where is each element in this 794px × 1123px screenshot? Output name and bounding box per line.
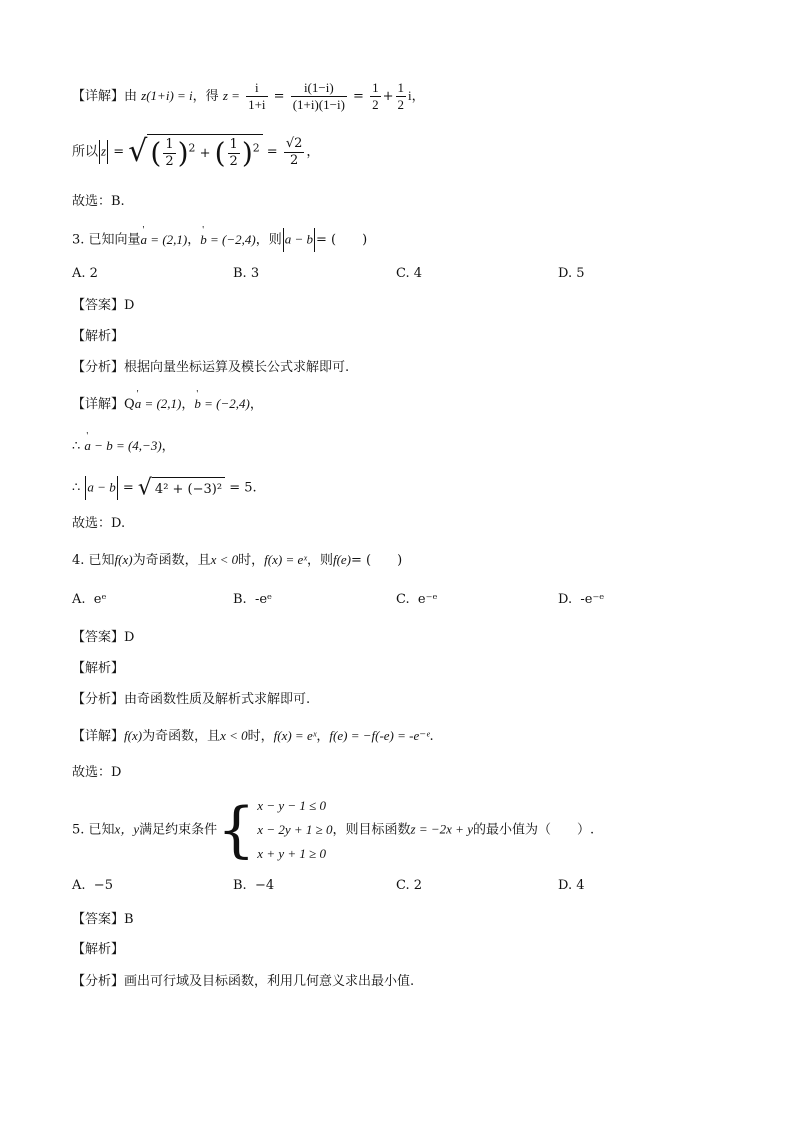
q5-option-b: B. −4 — [233, 878, 275, 893]
q4-fenxi: 【分析】由奇函数性质及解析式求解即可. — [72, 692, 311, 707]
q5-option-a: A. −5 — [72, 878, 113, 893]
q3-fenxi: 【分析】根据向量坐标运算及模长公式求解即可. — [72, 360, 350, 375]
q4-option-b: B. -eᵉ — [233, 592, 273, 607]
square-root: √ ( $\frac{1}{2}$ )$^2$ + ( $\frac{1}{2}$ )$^2$ — [128, 134, 262, 170]
q3-detail: 【详解】Q' a = (2,1)，' b = (−2,4)， — [72, 394, 263, 415]
fraction: $\frac{i(1-i)}{(1+i)(1-i)}$ — [292, 80, 345, 112]
q4-stem: 4. 已知f(x)为奇函数，且x < 0时，f(x) = eˣ，则f(e)= ( ) — [72, 552, 403, 568]
q2-answer: 故选：B. — [72, 194, 125, 209]
q5-fenxi: 【分析】画出可行域及目标函数，利用几何意义求出最小值. — [72, 974, 415, 989]
q3-answer: 【答案】D — [72, 298, 135, 313]
equation-lhs: z(1+i) = i — [141, 88, 193, 103]
q3-analysis: 【解析】 — [72, 329, 125, 344]
detail-tag: 【详解】 — [72, 89, 125, 104]
q4-choose: 故选：D — [72, 765, 122, 780]
q4-analysis: 【解析】 — [72, 661, 125, 676]
fraction: $\frac{1}{2}$ — [372, 80, 379, 112]
constraint-system: x − y − 1 ≤ 0 x − 2y + 1 ≥ 0 x + y + 1 ≥ 0 — [257, 798, 333, 861]
q5-option-c: C. 2 — [396, 878, 423, 893]
q3-option-b: B. 3 — [233, 266, 260, 281]
fraction: $\frac{i}{1+i}$ — [248, 80, 266, 112]
q3-step2: ∴ ' a − b = (4,−3)， — [72, 436, 175, 457]
q3-step3: ∴ a − b = √ 4² + (−3)² = 5. — [72, 475, 257, 500]
q3-option-d: D. 5 — [558, 266, 585, 281]
q4-answer: 【答案】D — [72, 630, 135, 645]
q3-stem: 3. 已知向量' a = (2,1)，' b = (−2,4)，则 a − b = ( ) — [72, 228, 367, 252]
q4-detail: 【详解】f(x)为奇函数，且x < 0时，f(x) = eˣ，f(e) = −f(-e) = -e⁻ᵉ. — [72, 728, 434, 744]
square-root: √ 4² + (−3)² — [138, 477, 225, 500]
q5-stem: 5. 已知x，y满足约束条件{ x − y − 1 ≤ 0 x − 2y + 1 ≥ 0 x + y + 1 ≥ 0 ，则目标函数z = −2x + y的最小值为（ ）. — [72, 795, 595, 865]
q5-answer: 【答案】B — [72, 912, 134, 927]
q4-option-d: D. -e⁻ᵉ — [558, 592, 605, 607]
q5-analysis: 【解析】 — [72, 942, 125, 957]
q3-option-c: C. 4 — [396, 266, 423, 281]
q2-modulus-line: 所以 z = √ ( $\frac{1}{2}$ )$^2$ + ( $\frac{1}{2}$ )$^2$ = $\frac{√2}{2}$ ， — [72, 134, 320, 170]
q5-option-d: D. 4 — [558, 878, 585, 893]
q3-choose: 故选：D. — [72, 516, 126, 531]
q4-option-a: A. eᵉ — [72, 592, 107, 607]
q2-detail-line: 【详解】由 z(1+i) = i，得 z = $\frac{i}{1+i}$ = $\frac{i(1-i)}{(1+i)(1-i)}$ = $\frac{1}{2}$ + $\frac{1}{2}$ i， — [72, 80, 425, 112]
fraction: $\frac{1}{2}$ — [397, 80, 404, 112]
q3-option-a: A. 2 — [72, 266, 98, 281]
fraction: $\frac{√2}{2}$ — [285, 135, 303, 168]
q4-option-c: C. e⁻ᵉ — [396, 592, 438, 607]
